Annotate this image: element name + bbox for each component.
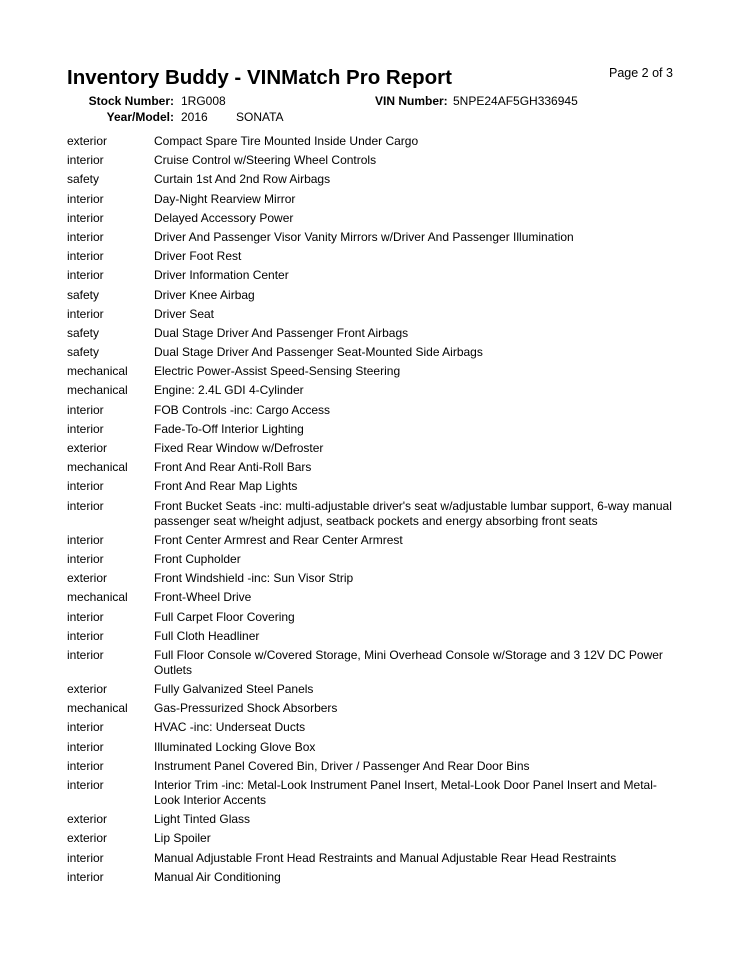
feature-row xyxy=(67,364,677,379)
feature-row xyxy=(67,383,677,398)
feature-row xyxy=(67,629,677,644)
feature-category: interior xyxy=(67,720,104,735)
feature-row xyxy=(67,326,677,341)
feature-row xyxy=(67,268,677,283)
feature-description: Driver Information Center xyxy=(154,268,289,283)
feature-category: mechanical xyxy=(67,383,128,398)
feature-description: Illuminated Locking Glove Box xyxy=(154,739,316,754)
feature-category: interior xyxy=(67,532,104,547)
feature-description: Front Center Armrest and Rear Center Armrest xyxy=(154,532,403,547)
feature-row xyxy=(67,249,677,264)
feature-category: exterior xyxy=(67,571,108,586)
feature-description: Curtain 1st And 2nd Row Airbags xyxy=(154,172,331,187)
feature-description: Light Tinted Glass xyxy=(154,812,251,827)
feature-description: Manual Air Conditioning xyxy=(154,869,281,884)
feature-category: exterior xyxy=(67,831,108,846)
feature-row xyxy=(67,307,677,322)
feature-description: Interior Trim -inc: Metal-Look Instrument Panel Insert, Metal-Look Door Panel Insert and Metal-Look Interior Accents xyxy=(154,778,657,807)
feature-row xyxy=(67,479,677,494)
feature-category: interior xyxy=(67,210,104,225)
feature-description: Front Cupholder xyxy=(154,551,241,566)
feature-row xyxy=(67,499,677,529)
feature-list xyxy=(67,134,677,889)
feature-row xyxy=(67,831,677,846)
feature-row xyxy=(67,851,677,866)
feature-row xyxy=(67,153,677,168)
feature-description: Driver And Passenger Visor Vanity Mirrors w/Driver And Passenger Illumination xyxy=(154,229,574,244)
feature-category: interior xyxy=(67,191,104,206)
feature-category: interior xyxy=(67,850,104,865)
feature-description: Manual Adjustable Front Head Restraints and Manual Adjustable Rear Head Restraints xyxy=(154,850,617,865)
feature-description: HVAC -inc: Underseat Ducts xyxy=(154,720,306,735)
feature-category: interior xyxy=(67,153,104,168)
feature-description: Fade-To-Off Interior Lighting xyxy=(154,421,304,436)
feature-category: interior xyxy=(67,609,104,624)
feature-row xyxy=(67,720,677,735)
feature-description: Front And Rear Map Lights xyxy=(154,479,298,494)
feature-row xyxy=(67,740,677,755)
feature-category: exterior xyxy=(67,682,108,697)
model-value: SONATA xyxy=(236,110,284,124)
feature-description: Electric Power-Assist Speed-Sensing Steering xyxy=(154,364,401,379)
feature-category: interior xyxy=(67,249,104,264)
feature-category: mechanical xyxy=(67,460,128,475)
feature-row xyxy=(67,778,677,808)
feature-category: interior xyxy=(67,869,104,884)
feature-description: Cruise Control w/Steering Wheel Controls xyxy=(154,153,377,168)
feature-description: Fixed Rear Window w/Defroster xyxy=(154,441,324,455)
feature-row xyxy=(67,288,677,303)
feature-row xyxy=(67,403,677,418)
feature-description: Driver Knee Airbag xyxy=(154,287,255,302)
feature-category: exterior xyxy=(67,812,108,827)
feature-category: exterior xyxy=(67,134,108,148)
feature-row xyxy=(67,345,677,360)
feature-row xyxy=(67,682,677,697)
feature-description: Lip Spoiler xyxy=(154,831,211,846)
feature-row xyxy=(67,172,677,187)
feature-category: interior xyxy=(67,498,104,513)
feature-row xyxy=(67,812,677,827)
feature-description: Day-Night Rearview Mirror xyxy=(154,191,296,206)
feature-description: Fully Galvanized Steel Panels xyxy=(154,682,314,697)
report-title: Inventory Buddy - VINMatch Pro Report xyxy=(67,66,452,89)
feature-category: interior xyxy=(67,421,104,436)
feature-category: interior xyxy=(67,739,104,754)
feature-description: Front-Wheel Drive xyxy=(154,590,252,605)
feature-description: Dual Stage Driver And Passenger Front Airbags xyxy=(154,325,409,340)
feature-category: interior xyxy=(67,758,104,773)
feature-description: Delayed Accessory Power xyxy=(154,210,294,225)
feature-row xyxy=(67,211,677,226)
feature-description: Compact Spare Tire Mounted Inside Under Cargo xyxy=(154,134,419,148)
feature-category: safety xyxy=(67,172,100,187)
feature-description: Front Bucket Seats -inc: multi-adjustable driver's seat w/adjustable lumbar support, 6-way manual passenger seat w/height adjust, seatback pockets and energy absorbing front seats xyxy=(154,498,672,528)
feature-row xyxy=(67,422,677,437)
feature-category: safety xyxy=(67,287,100,302)
feature-row xyxy=(67,759,677,774)
feature-category: interior xyxy=(67,551,104,566)
feature-row xyxy=(67,701,677,716)
feature-category: safety xyxy=(67,325,100,340)
vin-number-label: VIN Number: xyxy=(375,94,448,108)
feature-row xyxy=(67,441,677,456)
feature-description: Full Floor Console w/Covered Storage, Mini Overhead Console w/Storage and 3 12V DC Power Outlets xyxy=(154,647,663,677)
feature-row xyxy=(67,552,677,567)
feature-row xyxy=(67,870,677,885)
feature-description: FOB Controls -inc: Cargo Access xyxy=(154,402,331,417)
feature-description: Dual Stage Driver And Passenger Seat-Mounted Side Airbags xyxy=(154,345,483,360)
feature-description: Full Carpet Floor Covering xyxy=(154,609,295,624)
feature-category: interior xyxy=(67,229,104,244)
stock-number-value: 1RG008 xyxy=(181,94,226,108)
feature-description: Full Cloth Headliner xyxy=(154,628,260,643)
year-model-label: Year/Model: xyxy=(106,110,174,124)
feature-row xyxy=(67,533,677,548)
feature-row xyxy=(67,460,677,475)
feature-row xyxy=(67,134,677,149)
feature-description: Instrument Panel Covered Bin, Driver / Passenger And Rear Door Bins xyxy=(154,758,530,773)
feature-row xyxy=(67,648,677,678)
feature-category: exterior xyxy=(67,441,108,455)
feature-category: interior xyxy=(67,479,104,494)
feature-row xyxy=(67,590,677,605)
feature-category: interior xyxy=(67,306,104,321)
feature-description: Driver Seat xyxy=(154,306,215,321)
feature-category: mechanical xyxy=(67,364,128,379)
page-number: Page 2 of 3 xyxy=(609,66,673,80)
feature-row xyxy=(67,571,677,586)
feature-category: interior xyxy=(67,402,104,417)
feature-description: Front Windshield -inc: Sun Visor Strip xyxy=(154,571,354,586)
feature-category: interior xyxy=(67,778,104,792)
feature-row xyxy=(67,610,677,625)
feature-category: interior xyxy=(67,647,104,662)
feature-description: Front And Rear Anti-Roll Bars xyxy=(154,460,312,475)
feature-category: interior xyxy=(67,268,104,283)
feature-category: safety xyxy=(67,345,100,360)
year-value: 2016 xyxy=(181,110,208,124)
stock-number-label: Stock Number: xyxy=(88,94,174,108)
feature-description: Driver Foot Rest xyxy=(154,249,242,264)
feature-category: mechanical xyxy=(67,701,128,716)
feature-row xyxy=(67,230,677,245)
feature-description: Gas-Pressurized Shock Absorbers xyxy=(154,701,338,716)
feature-description: Engine: 2.4L GDI 4-Cylinder xyxy=(154,383,304,398)
feature-row xyxy=(67,192,677,207)
feature-category: mechanical xyxy=(67,590,128,605)
vin-number-value: 5NPE24AF5GH336945 xyxy=(453,94,578,108)
feature-category: interior xyxy=(67,628,104,643)
